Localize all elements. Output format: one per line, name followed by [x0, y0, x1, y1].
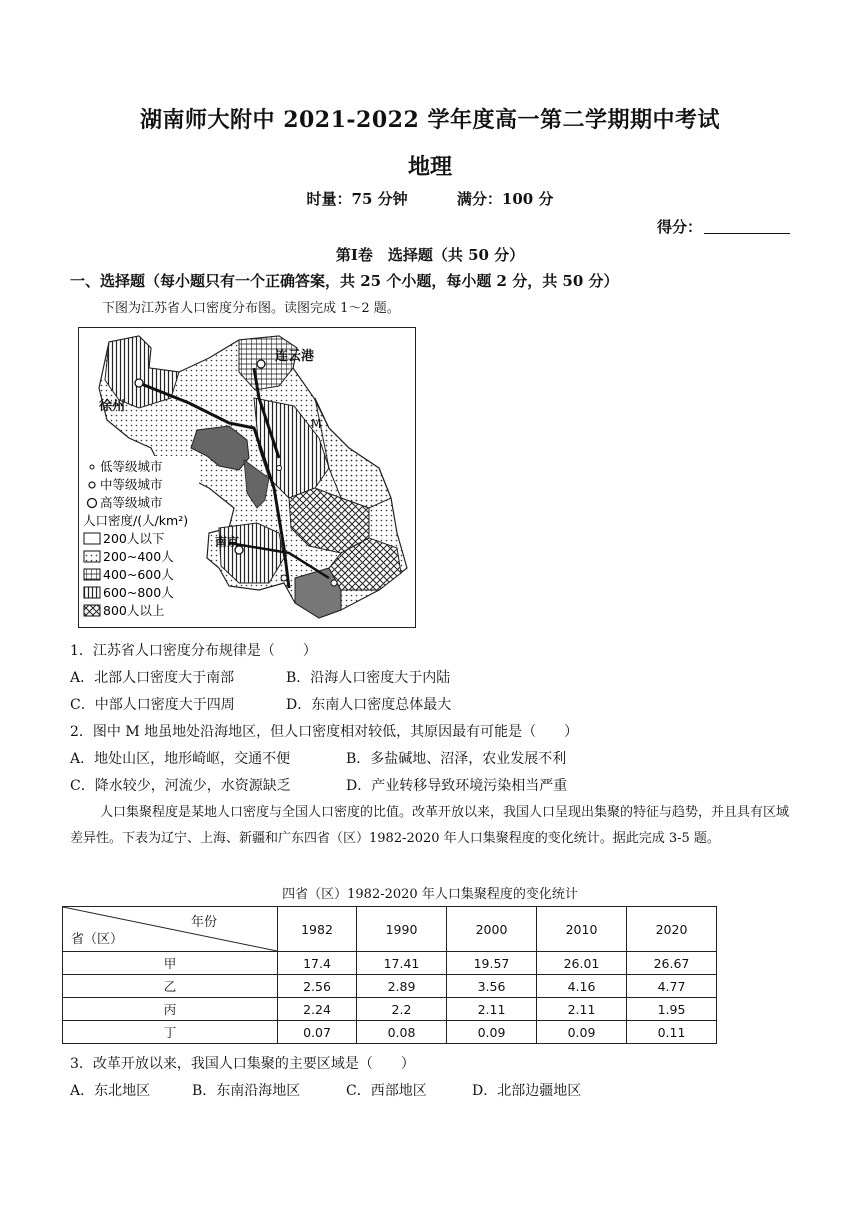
legend-swatch-5 [84, 605, 100, 616]
q2-option-a[interactable]: A．地处山区，地形崎岖，交通不便 [70, 751, 291, 767]
q2-stem: 2．图中 M 地虽地处沿海地区，但人口密度相对较低，其原因最有可能是（ ） [70, 724, 579, 740]
label-nanjing: 南京 [215, 535, 240, 549]
legend-density-title: 人口密度/(人/km²) [83, 513, 189, 528]
q3-stem: 3．改革开放以来，我国人口集聚的主要区域是（ ） [70, 1056, 415, 1072]
year-header: 1990 [357, 907, 447, 952]
exam-meta [0, 188, 860, 209]
table-cell: 17.4 [278, 952, 357, 975]
year-header-label: 年份 [190, 915, 217, 930]
section-title: 一、选择题（每小题只有一个正确答案，共 25 个小题，每小题 2 分，共 50 分） [70, 272, 619, 290]
q1-option-c[interactable]: C．中部人口密度大于四周 [70, 697, 235, 713]
table-caption: 四省（区）1982-2020 年人口集聚程度的变化统计 [282, 887, 578, 902]
table-cell: 0.09 [537, 1021, 627, 1044]
row-label: 甲 [63, 952, 278, 975]
table-cell: 2.2 [357, 998, 447, 1021]
legend-d5: 800人以上 [103, 603, 165, 618]
legend-high-city: 高等级城市 [100, 495, 163, 510]
table-cell: 4.77 [627, 975, 717, 998]
q2-option-c[interactable]: C．降水较少，河流少，水资源缺乏 [70, 778, 291, 794]
row-label: 乙 [63, 975, 278, 998]
legend-mid-city-icon [89, 482, 95, 488]
legend-d1: 200人以下 [103, 531, 165, 546]
legend-swatch-2 [84, 551, 100, 562]
table-cell: 19.57 [447, 952, 537, 975]
row-label: 丁 [63, 1021, 278, 1044]
city-marker [331, 580, 337, 586]
table-cell: 1.95 [627, 998, 717, 1021]
q1-stem: 1．江苏省人口密度分布规律是（ ） [70, 643, 317, 659]
score-label: 得分： [656, 218, 702, 236]
legend-d2: 200~400人 [103, 549, 174, 564]
legend-swatch-3 [84, 569, 100, 580]
exam-title: 湖南师大附中 2021-2022 学年度高一第二学期期中考试 [140, 107, 720, 133]
legend-high-city-icon [88, 499, 97, 508]
table-cell: 26.01 [537, 952, 627, 975]
legend-mid-city: 中等级城市 [100, 477, 163, 492]
subject-title: 地理 [407, 154, 452, 180]
q2-option-b[interactable]: B．多盐碱地、沼泽，农业发展不利 [346, 751, 567, 767]
label-m: M [311, 417, 322, 431]
table-cell: 2.24 [278, 998, 357, 1021]
table-row [63, 975, 717, 998]
table-cell: 2.11 [537, 998, 627, 1021]
city-xuzhou-marker [135, 379, 143, 387]
legend-low-city: 低等级城市 [100, 459, 163, 474]
table-cell: 3.56 [447, 975, 537, 998]
year-header: 2020 [627, 907, 717, 952]
legend-d4: 600~800人 [103, 585, 174, 600]
map-graphic [79, 328, 415, 627]
jiangsu-population-density-map [78, 327, 416, 628]
label-xuzhou: 徐州 [99, 399, 126, 414]
time-limit: 时量：75 分钟 [306, 190, 408, 208]
passage: 人口集聚程度是某地人口密度与全国人口密度的比值。改革开放以来，我国人口呈现出集聚的特征与趋势，并且具有区域差异性。下表为辽宁、上海、新疆和广东四省（区）1982-2020 年人口集聚程度的变化统计。据此完成 3-5 题。 [70, 805, 790, 846]
legend-swatch-4 [84, 587, 100, 598]
table-row [63, 998, 717, 1021]
q3-option-d[interactable]: D．北部边疆地区 [472, 1083, 582, 1099]
city-marker [277, 466, 282, 471]
full-score: 满分：100 分 [456, 190, 554, 208]
table-cell: 17.41 [357, 952, 447, 975]
q1-option-d[interactable]: D．东南人口密度总体最大 [286, 697, 452, 713]
table-row [63, 952, 717, 975]
score-field [657, 216, 790, 237]
province-header-label: 省（区） [71, 932, 124, 947]
table-cell: 4.16 [537, 975, 627, 998]
map-intro: 下图为江苏省人口密度分布图。读图完成 1～2 题。 [102, 301, 400, 316]
aggregation-table [62, 906, 717, 1044]
table-cell: 0.11 [627, 1021, 717, 1044]
city-marker [281, 575, 287, 581]
label-lianyungang: 连云港 [275, 349, 315, 364]
row-label: 丙 [63, 998, 278, 1021]
legend-low-city-icon [90, 465, 94, 469]
year-header: 2010 [537, 907, 627, 952]
score-blank[interactable] [704, 219, 790, 234]
year-header: 2000 [447, 907, 537, 952]
year-header: 1982 [278, 907, 357, 952]
part-title: 第Ⅰ卷 选择题（共 50 分） [335, 246, 525, 264]
table-cell: 0.09 [447, 1021, 537, 1044]
city-lianyungang-marker [257, 360, 265, 368]
region-nanjing [219, 523, 284, 583]
table-cell: 0.07 [278, 1021, 357, 1044]
legend-d3: 400~600人 [103, 567, 174, 582]
table-cell: 0.08 [357, 1021, 447, 1044]
q3-option-c[interactable]: C．西部地区 [346, 1083, 427, 1099]
table-row [63, 1021, 717, 1044]
q1-option-b[interactable]: B．沿海人口密度大于内陆 [286, 670, 451, 686]
legend-swatch-1 [84, 533, 100, 544]
table-cell: 2.56 [278, 975, 357, 998]
q3-option-b[interactable]: B．东南沿海地区 [192, 1083, 301, 1099]
q2-option-d[interactable]: D．产业转移导致环境污染相当严重 [346, 778, 568, 794]
q1-option-a[interactable]: A．北部人口密度大于南部 [70, 670, 235, 686]
q3-option-a[interactable]: A．东北地区 [70, 1083, 151, 1099]
table-cell: 2.11 [447, 998, 537, 1021]
table-cell: 2.89 [357, 975, 447, 998]
table-cell: 26.67 [627, 952, 717, 975]
table-corner-header [63, 907, 278, 952]
